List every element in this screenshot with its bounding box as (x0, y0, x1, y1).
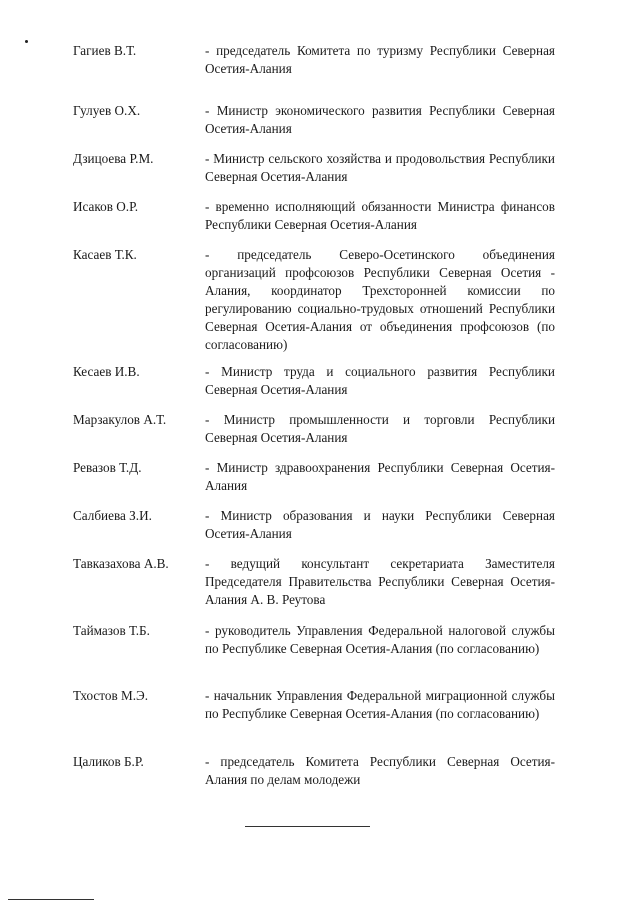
member-name: Ревазов Т.Д. (73, 460, 142, 475)
member-entry (0, 459, 640, 507)
member-entry (0, 622, 640, 687)
member-name: Касаев Т.К. (73, 247, 137, 262)
member-name: Цаликов Б.Р. (73, 754, 144, 769)
member-list (0, 42, 640, 801)
member-role: - Министр экономического развития Республики Северная Осетия-Алания (205, 103, 555, 136)
member-role: - председатель Комитета по туризму Республики Северная Осетия-Алания (205, 43, 555, 76)
member-role: - временно исполняющий обязанности Министра финансов Республики Северная Осетия-Алания (205, 199, 555, 232)
member-name: Салбиева З.И. (73, 508, 152, 523)
member-role: - начальник Управления Федеральной миграционной службы по Республике Северная Осетия-Алания (по согласованию) (205, 688, 555, 721)
member-name: Таймазов Т.Б. (73, 623, 150, 638)
member-entry (0, 411, 640, 459)
member-role: - Министр здравоохранения Республики Северная Осетия-Алания (205, 460, 555, 493)
member-role: - Министр труда и социального развития Республики Северная Осетия-Алания (205, 364, 555, 397)
member-name: Дзицоева Р.М. (73, 151, 154, 166)
footer-line (8, 899, 94, 900)
member-entry (0, 753, 640, 801)
member-entry (0, 507, 640, 555)
member-entry (0, 246, 640, 363)
member-role: - председатель Комитета Республики Северная Осетия-Алания по делам молодежи (205, 754, 555, 787)
member-role: - ведущий консультант секретариата Заместителя Председателя Правительства Республики Северная Осетия-Алания А. В. Реутова (205, 556, 555, 607)
member-name: Гагиев В.Т. (73, 43, 137, 58)
member-name: Кесаев И.В. (73, 364, 140, 379)
end-separator-line (245, 826, 370, 827)
member-name: Тавказахова А.В. (73, 556, 169, 571)
member-entry (0, 687, 640, 753)
member-name: Марзакулов А.Т. (73, 412, 167, 427)
member-role: - руководитель Управления Федеральной налоговой службы по Республике Северная Осетия-Алания (по согласованию) (205, 623, 555, 656)
member-entry (0, 363, 640, 411)
member-name: Исаков О.Р. (73, 199, 139, 214)
member-role: - Министр образования и науки Республики Северная Осетия-Алания (205, 508, 555, 541)
member-name: Тхостов М.Э. (73, 688, 148, 703)
member-entry (0, 42, 640, 102)
member-entry (0, 102, 640, 150)
member-entry (0, 555, 640, 622)
member-entry (0, 150, 640, 198)
member-role: - Министр сельского хозяйства и продовольствия Республики Северная Осетия-Алания (205, 151, 555, 184)
member-name: Гулуев О.Х. (73, 103, 141, 118)
member-role: - Министр промышленности и торговли Республики Северная Осетия-Алания (205, 412, 555, 445)
member-role: - председатель Северо-Осетинского объединения организаций профсоюзов Республики Северная Осетия - Алания, координатор Трехсторонней комиссии по регулированию социально-трудовых отношений Республики Северная Осетия-Алания от объединения профсоюзов (по согласованию) (205, 247, 555, 352)
member-entry (0, 198, 640, 246)
